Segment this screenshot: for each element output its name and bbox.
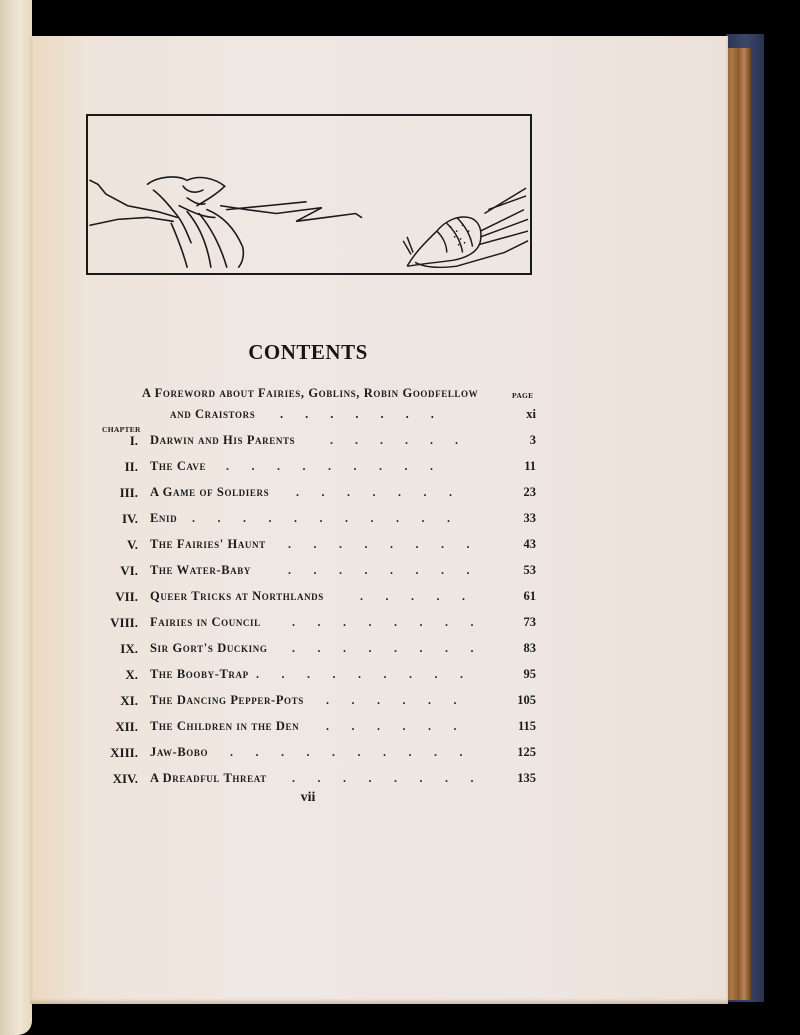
chapter-row[interactable]	[30, 745, 728, 765]
chapter-number: IX.	[120, 641, 138, 656]
leader-dots: .......	[280, 407, 456, 421]
chapter-page: 73	[523, 615, 536, 629]
chapter-page: 61	[523, 589, 536, 603]
leader-dots: .........	[226, 459, 456, 473]
chapter-number: VII.	[115, 589, 138, 604]
chapter-title: Jaw-Bobo	[150, 745, 209, 759]
chapter-title: Darwin and His Parents	[150, 433, 296, 447]
chapter-row[interactable]	[30, 537, 728, 557]
chapter-page: 83	[523, 641, 536, 655]
leader-dots: ......	[326, 693, 479, 707]
chapter-title: The Booby-Trap	[150, 667, 249, 681]
leader-dots: .....	[360, 589, 488, 603]
chapter-title: The Children in the Den	[150, 719, 300, 733]
chapter-row[interactable]	[30, 563, 728, 583]
chapter-title: The Cave	[150, 459, 207, 473]
leader-dots: ........	[292, 771, 496, 785]
chapter-page: 95	[523, 667, 536, 681]
chapter-row[interactable]	[30, 719, 728, 739]
chapter-row[interactable]	[30, 771, 728, 791]
chapter-number: VI.	[120, 563, 138, 578]
leader-dots: ...........	[192, 511, 473, 525]
chapter-title: The Fairies' Haunt	[150, 537, 266, 551]
leader-dots: ........	[288, 563, 492, 577]
chapter-title: Sir Gort's Ducking	[150, 641, 268, 655]
chapter-page: 115	[517, 719, 536, 733]
chapter-row[interactable]	[30, 615, 728, 635]
foreword-page: xi	[526, 407, 536, 421]
chapter-number: V.	[127, 537, 138, 552]
chapter-number: XIII.	[110, 745, 138, 760]
chapter-number: IV.	[121, 511, 138, 526]
leader-dots: ......	[326, 719, 479, 733]
chapter-number: II.	[124, 459, 138, 474]
foreword-line-2: and Craistors	[170, 407, 256, 421]
page-column-label: PAGE	[512, 391, 534, 400]
chapter-page: 105	[517, 693, 536, 707]
contents-page	[30, 36, 728, 1004]
chapter-title: A Dreadful Threat	[150, 771, 267, 785]
fairy-and-snail-illustration	[86, 114, 532, 275]
page-number: vii	[300, 790, 316, 805]
chapter-page: 43	[523, 537, 536, 551]
chapter-page: 23	[523, 485, 536, 499]
illustration-drawing-icon	[88, 116, 530, 273]
chapter-title: The Dancing Pepper-Pots	[150, 693, 304, 707]
page-title: CONTENTS	[248, 340, 368, 364]
leader-dots: ......	[330, 433, 480, 447]
leader-dots: ........	[288, 537, 492, 551]
leader-dots: ..........	[230, 745, 485, 759]
chapter-title: Enid	[150, 511, 178, 525]
chapter-row[interactable]	[30, 589, 728, 609]
facing-page-edge	[0, 0, 32, 1035]
chapter-row[interactable]	[30, 667, 728, 687]
leader-dots: .......	[296, 485, 475, 499]
chapter-number: XIV.	[112, 771, 138, 786]
chapter-page: 33	[523, 511, 536, 525]
chapter-column-label: CHAPTER	[102, 425, 141, 434]
chapter-number: XI.	[120, 693, 138, 708]
chapter-row[interactable]	[30, 511, 728, 531]
chapter-number: VIII.	[110, 615, 138, 630]
chapter-number: I.	[129, 433, 138, 448]
foreword-line-1: A Foreword about Fairies, Goblins, Robin Goodfellow	[142, 386, 479, 400]
chapter-number: X.	[125, 667, 138, 682]
chapter-row[interactable]	[30, 459, 728, 479]
chapter-row[interactable]	[30, 433, 728, 453]
chapter-title: Queer Tricks at Northlands	[150, 589, 324, 603]
chapter-title: A Game of Soldiers	[150, 485, 270, 499]
chapter-row[interactable]	[30, 693, 728, 713]
leader-dots: ........	[292, 615, 496, 629]
chapter-number: XII.	[115, 719, 138, 734]
chapter-number: III.	[119, 485, 138, 500]
chapter-page: 53	[523, 563, 536, 577]
chapter-page: 11	[524, 459, 536, 473]
chapter-row[interactable]	[30, 485, 728, 505]
leader-dots: ........	[292, 641, 496, 655]
chapter-row[interactable]	[30, 641, 728, 661]
chapter-title: Fairies in Council	[150, 615, 261, 629]
chapter-title: The Water-Baby	[150, 563, 251, 577]
chapter-page: 125	[517, 745, 536, 759]
leader-dots: .........	[256, 667, 486, 681]
chapter-page: 135	[517, 771, 536, 785]
chapter-page: 3	[529, 433, 536, 447]
